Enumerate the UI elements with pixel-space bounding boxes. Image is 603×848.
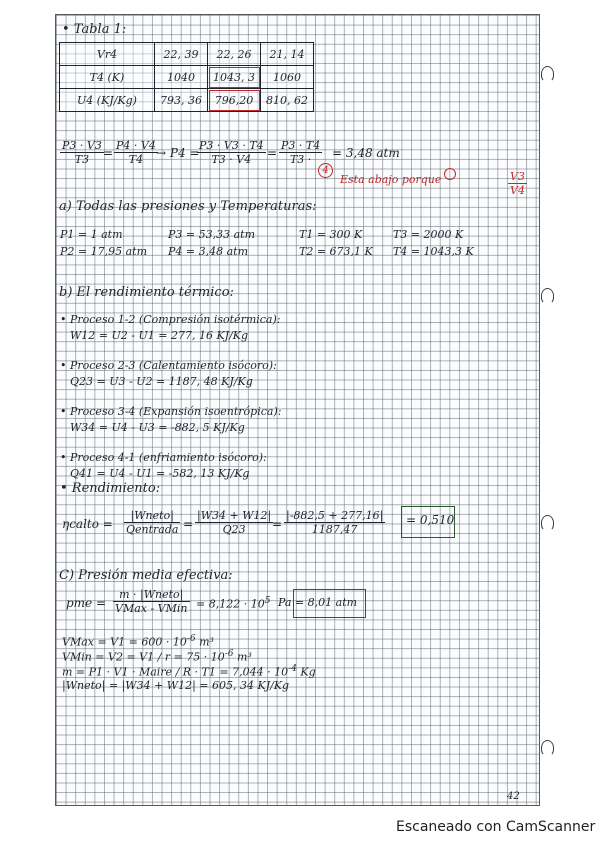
red-note-fraction: $\frac{V3}{V4}$ bbox=[510, 170, 525, 197]
p2-value: P2 = 17,95 atm bbox=[60, 245, 148, 258]
binder-ring-icon bbox=[541, 515, 554, 531]
t2-value: T2 = 673,1 K bbox=[299, 245, 373, 258]
table-cell: 21, 14 bbox=[261, 43, 314, 66]
table-cell: 810, 62 bbox=[261, 89, 314, 112]
pme-pa: Pa = 8,01 atm bbox=[278, 596, 358, 609]
section-c-title: C) Presión media efectiva: bbox=[59, 568, 233, 583]
pme-result: = $8,122 \cdot 10^5$ bbox=[196, 596, 271, 611]
row-label: Vr4 bbox=[60, 43, 155, 66]
process-23-eq: Q23 = U3 - U2 = 1187, 48 KJ/Kg bbox=[70, 375, 253, 388]
row-label: T4 (K) bbox=[60, 66, 155, 89]
process-41-title: • Proceso 4-1 (enfriamiento isócoro): bbox=[60, 451, 267, 464]
t1-value: T1 = 300 K bbox=[299, 228, 363, 241]
row-label: U4 (KJ/Kg) bbox=[60, 89, 155, 112]
process-34-title: • Proceso 3-4 (Expansión isoentrópica): bbox=[60, 405, 282, 418]
process-23-title: • Proceso 2-3 (Calentamiento isócoro): bbox=[60, 359, 277, 372]
page-number: 42 bbox=[507, 791, 520, 802]
section-b-title: b) El rendimiento térmico: bbox=[59, 285, 234, 300]
eq1-arrow: → P4 = bbox=[156, 146, 200, 160]
p4-value: P4 = 3,48 atm bbox=[168, 245, 249, 258]
grid-paper-sheet: • Tabla 1: Vr4 22, 39 22, 26 21, 14 T4 (K) 1040 1043, 3 1060 U4 (KJ/Kg) 793, 36 796,20 810, 62 $\frac{P3 \cdot V3}{T3}$ = $\frac{P4 \cdot V4}{T4}$ → P4 = $\frac{P3 \cdot V3 \cdot T4}{T3 \cdot V4}$ = $\frac{P3 \cdot T4}{T3 \cdot}$ = 3,48 atm 4 Esta abajo porque $\frac{V3}{V4}$ a) Todas las presiones y Temperaturas: P1 = 1 atm P2 = 17,95 atm P3 = 53,33 atm P4 = 3,48 atm T1 = 300 K T2 = 673,1 K T3 = 2000 K T4 = 1043,3 K b) El rendimiento térmico: • Proceso 1-2 (Compresión isotérmica): W12 = U2 - U1 = 277, 16 KJ/Kg • Proceso 2-3 (Calentamiento isócoro): Q23 = U3 - U2 = 1187, 48 KJ/Kg • Proceso 3-4 (Expansión isoentrópica): W34 = U4 - U3 = -882, 5 KJ/Kg • Proceso 4-1 (enfriamiento isócoro): Q41 = U4 - U1 = -582, 13 KJ/Kg • Rendimiento: ηcalto = |Wneto| Qentrada = $\frac{|W34 + W12|}{Q23}$ = $\frac{|-882,5 + 277,16|}{1187,47}$ = 0,510 C) Presión media efectiva: pme = m · |Wneto| VMax - VMin = $8,122 \cdot 10^5$ Pa = 8,01 atm VMax = $V1 = 600 \cdot 10^{-6}$ m³ VMin = $V2 = V1 / r = 75 \cdot 10^{-6}$ m³ m = P1 · V1 · Maire / $R \cdot T1 = 7,044 \cdot 10^{-4}$ Kg |Wneto| = |W34 + W12| = 605, 34 KJ/Kg 42 bbox=[55, 14, 540, 806]
pme-label: pme = bbox=[66, 596, 107, 610]
eq1-lhs-fraction: $\frac{P3 \cdot V3}{T3}$ bbox=[62, 139, 102, 166]
scanner-watermark: Escaneado con CamScanner bbox=[396, 819, 596, 835]
p1-value: P1 = 1 atm bbox=[60, 228, 123, 241]
process-34-eq: W34 = U4 - U3 = -882, 5 KJ/Kg bbox=[70, 421, 245, 434]
table-cell: 22, 26 bbox=[208, 43, 261, 66]
vmax-line: VMax = $V1 = 600 \cdot 10^{-6}$ m³ bbox=[62, 634, 214, 649]
table-title: • Tabla 1: bbox=[62, 22, 127, 37]
table-cell: 1040 bbox=[155, 66, 208, 89]
table-cell-highlighted: 1043, 3 bbox=[208, 66, 261, 89]
t3-value: T3 = 2000 K bbox=[393, 228, 464, 241]
eq1-equals: = bbox=[103, 146, 114, 160]
process-41-eq: Q41 = U4 - U1 = -582, 13 KJ/Kg bbox=[70, 467, 250, 480]
eq1-result: = 3,48 atm bbox=[332, 146, 400, 160]
table-cell: 1060 bbox=[261, 66, 314, 89]
red-note: Esta abajo porque bbox=[340, 173, 442, 186]
eq1-mid-fraction: $\frac{P4 \cdot V4}{T4}$ bbox=[116, 139, 156, 166]
values-table bbox=[59, 42, 314, 112]
binder-ring-icon bbox=[541, 66, 554, 82]
vmin-line: VMin = $V2 = V1 / r = 75 \cdot 10^{-6}$ m³ bbox=[62, 649, 252, 664]
table-cell: 22, 39 bbox=[155, 43, 208, 66]
rendimiento-title: • Rendimiento: bbox=[60, 481, 161, 496]
eq1-r1-fraction: $\frac{P3 \cdot V3 \cdot T4}{T3 \cdot V4}$ bbox=[199, 139, 264, 166]
eta-label: ηcalto = bbox=[62, 517, 113, 531]
pme-fraction: m · |Wneto| VMax - VMin bbox=[115, 588, 188, 615]
section-a-title: a) Todas las presiones y Temperaturas: bbox=[59, 199, 317, 214]
p3-value: P3 = 53,33 atm bbox=[168, 228, 256, 241]
table-row bbox=[60, 66, 314, 89]
table-cell: 793, 36 bbox=[155, 89, 208, 112]
eta-fraction-1: |Wneto| Qentrada bbox=[126, 509, 179, 536]
process-12-eq: W12 = U2 - U1 = 277, 16 KJ/Kg bbox=[70, 329, 249, 342]
t4-value: T4 = 1043,3 K bbox=[393, 245, 474, 258]
process-12-title: • Proceso 1-2 (Compresión isotérmica): bbox=[60, 313, 281, 326]
binder-ring-icon bbox=[541, 740, 554, 756]
wneto-line: |Wneto| = |W34 + W12| = 605, 34 KJ/Kg bbox=[62, 679, 290, 692]
table-row bbox=[60, 43, 314, 66]
table-row bbox=[60, 89, 314, 112]
eta-fraction-3: $\frac{|-882,5 + 277,16|}{1187,47}$ bbox=[286, 509, 384, 536]
eta-fraction-2: $\frac{|W34 + W12|}{Q23}$ bbox=[197, 509, 272, 536]
red-circle-mark bbox=[444, 168, 456, 180]
binder-ring-icon bbox=[541, 288, 554, 304]
eta-result: = 0,510 bbox=[406, 513, 455, 527]
eq1-r2-fraction: $\frac{P3 \cdot T4}{T3 \cdot}$ bbox=[281, 139, 321, 166]
circled-index: 4 bbox=[318, 163, 333, 178]
mass-line: m = P1 · V1 · Maire / $R \cdot T1 = 7,044 \cdot 10^{-4}$ Kg bbox=[62, 664, 316, 679]
table-cell-highlighted: 796,20 bbox=[208, 89, 261, 112]
